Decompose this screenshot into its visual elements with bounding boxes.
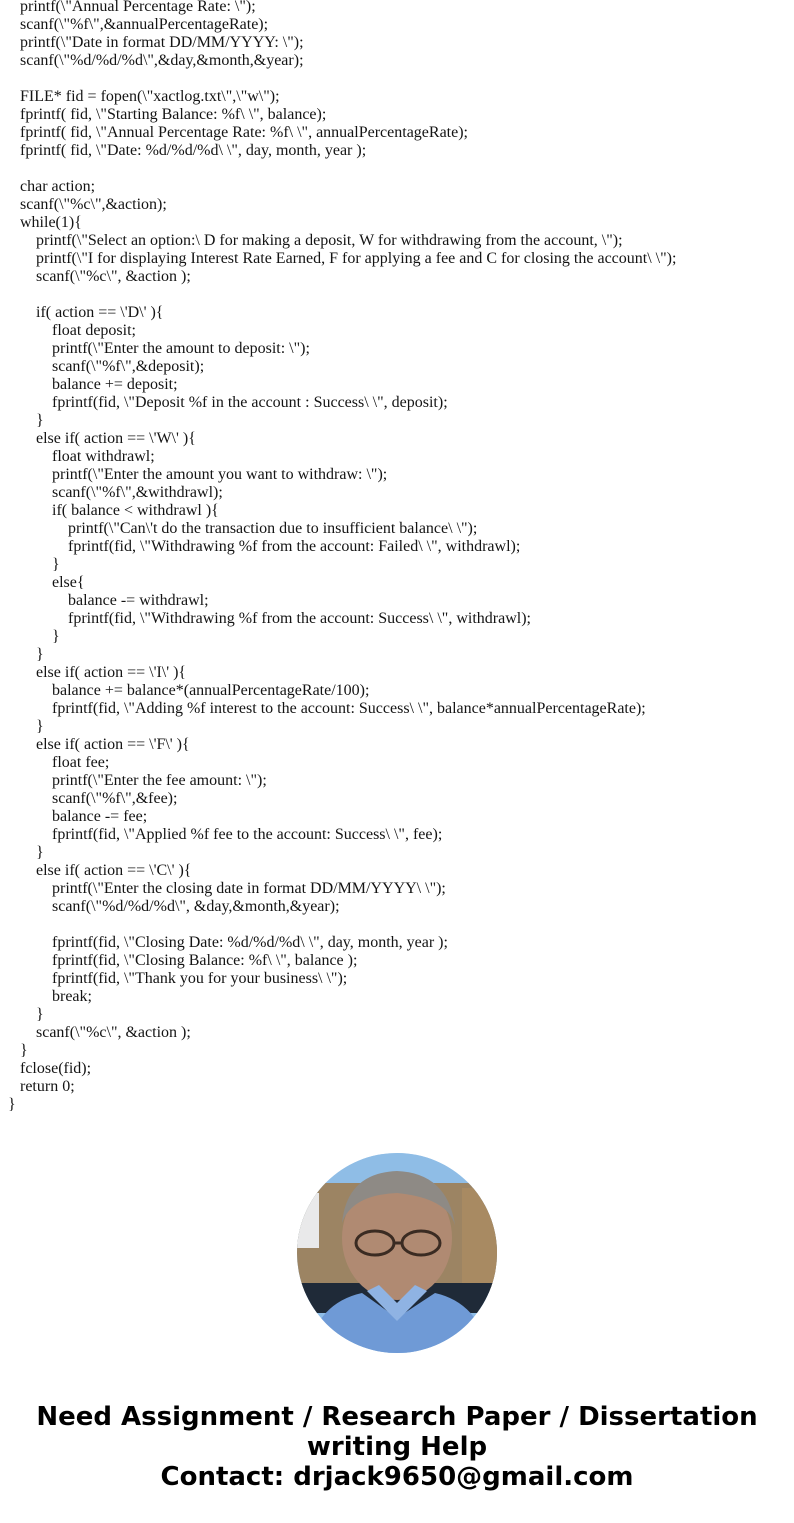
code-line: else if( action == \'I\' ){ — [36, 664, 187, 681]
code-line: scanf(\"%f\",&fee); — [52, 790, 178, 807]
code-line: } — [8, 1096, 16, 1113]
code-line: } — [52, 628, 60, 645]
person-photo-icon — [297, 1153, 497, 1353]
banner-line-3: Contact: drjack9650@gmail.com — [160, 1462, 634, 1492]
code-line: printf(\"Date in format DD/MM/YYYY: \"); — [20, 34, 304, 51]
code-line: fprintf(fid, \"Applied %f fee to the account: Success\ \", fee); — [52, 826, 443, 843]
code-line: FILE* fid = fopen(\"xactlog.txt\",\"w\"); — [20, 88, 280, 105]
code-line: fclose(fid); — [20, 1060, 92, 1077]
code-line — [0, 70, 794, 88]
code-line: printf(\"Enter the fee amount: \"); — [52, 772, 267, 789]
code-line — [0, 160, 794, 178]
code-line: float fee; — [52, 754, 110, 771]
code-line: if( action == \'D\' ){ — [36, 304, 164, 321]
code-line: printf(\"Select an option:\ D for making a deposit, W for withdrawing from the account, \"); — [36, 232, 623, 249]
code-line: balance += deposit; — [52, 376, 178, 393]
code-line: scanf(\"%f\",&withdrawl); — [52, 484, 223, 501]
code-line: } — [52, 556, 60, 573]
code-line: else{ — [52, 574, 85, 591]
code-line: float deposit; — [52, 322, 136, 339]
code-line: fprintf( fid, \"Annual Percentage Rate: %f\ \", annualPercentageRate); — [20, 124, 468, 141]
banner-line-1: Need Assignment / Research Paper / Dissertation — [36, 1402, 758, 1432]
code-line: break; — [52, 988, 92, 1005]
code-line: scanf(\"%c\", &action ); — [36, 1024, 191, 1041]
code-line: } — [36, 1006, 44, 1023]
code-line: } — [36, 718, 44, 735]
code-line: scanf(\"%f\",&annualPercentageRate); — [20, 16, 269, 33]
code-line: } — [20, 1042, 28, 1059]
code-line: fprintf(fid, \"Withdrawing %f from the account: Success\ \", withdrawl); — [68, 610, 531, 627]
code-line: return 0; — [20, 1078, 75, 1095]
code-line: printf(\"Enter the amount you want to withdraw: \"); — [52, 466, 388, 483]
code-line: fprintf( fid, \"Date: %d/%d/%d\ \", day, month, year ); — [20, 142, 367, 159]
avatar — [297, 1153, 497, 1353]
code-line: scanf(\"%d/%d/%d\", &day,&month,&year); — [52, 898, 340, 915]
code-line: fprintf(fid, \"Closing Balance: %f\ \", balance ); — [52, 952, 358, 969]
code-line: else if( action == \'W\' ){ — [36, 430, 196, 447]
code-line: scanf(\"%d/%d/%d\",&day,&month,&year); — [20, 52, 304, 69]
code-line: if( balance < withdrawl ){ — [52, 502, 219, 519]
code-line — [0, 916, 794, 934]
code-line: balance -= withdrawl; — [68, 592, 209, 609]
code-line: balance -= fee; — [52, 808, 148, 825]
code-line: else if( action == \'F\' ){ — [36, 736, 190, 753]
code-line: else if( action == \'C\' ){ — [36, 862, 192, 879]
code-line: scanf(\"%c\",&action); — [20, 196, 167, 213]
code-line: fprintf(fid, \"Thank you for your business\ \"); — [52, 970, 348, 987]
code-line: scanf(\"%f\",&deposit); — [52, 358, 205, 375]
code-line: } — [36, 844, 44, 861]
code-line: while(1){ — [20, 214, 82, 231]
code-line: printf(\"Enter the closing date in format DD/MM/YYYY\ \"); — [52, 880, 446, 897]
code-line: } — [36, 646, 44, 663]
code-line: char action; — [20, 178, 96, 195]
code-line: float withdrawl; — [52, 448, 155, 465]
code-line: scanf(\"%c\", &action ); — [36, 268, 191, 285]
code-line — [0, 286, 794, 304]
code-line: printf(\"Can\'t do the transaction due to insufficient balance\ \"); — [68, 520, 478, 537]
code-line: fprintf(fid, \"Withdrawing %f from the account: Failed\ \", withdrawl); — [68, 538, 521, 555]
code-line: printf(\"Enter the amount to deposit: \"); — [52, 340, 310, 357]
code-line: fprintf(fid, \"Adding %f interest to the account: Success\ \", balance*annualPercentageRate); — [52, 700, 646, 717]
code-line: printf(\"Annual Percentage Rate: \"); — [20, 0, 256, 15]
contact-banner — [0, 1402, 794, 1492]
code-line: } — [36, 412, 44, 429]
code-line: fprintf( fid, \"Starting Balance: %f\ \", balance); — [20, 106, 327, 123]
code-line: balance += balance*(annualPercentageRate/100); — [52, 682, 370, 699]
banner-line-2: writing Help — [306, 1432, 488, 1462]
code-line: printf(\"I for displaying Interest Rate Earned, F for applying a fee and C for closing the account\ \"); — [36, 250, 677, 267]
code-line: fprintf(fid, \"Closing Date: %d/%d/%d\ \", day, month, year ); — [52, 934, 448, 951]
code-line: fprintf(fid, \"Deposit %f in the account : Success\ \", deposit); — [52, 394, 448, 411]
